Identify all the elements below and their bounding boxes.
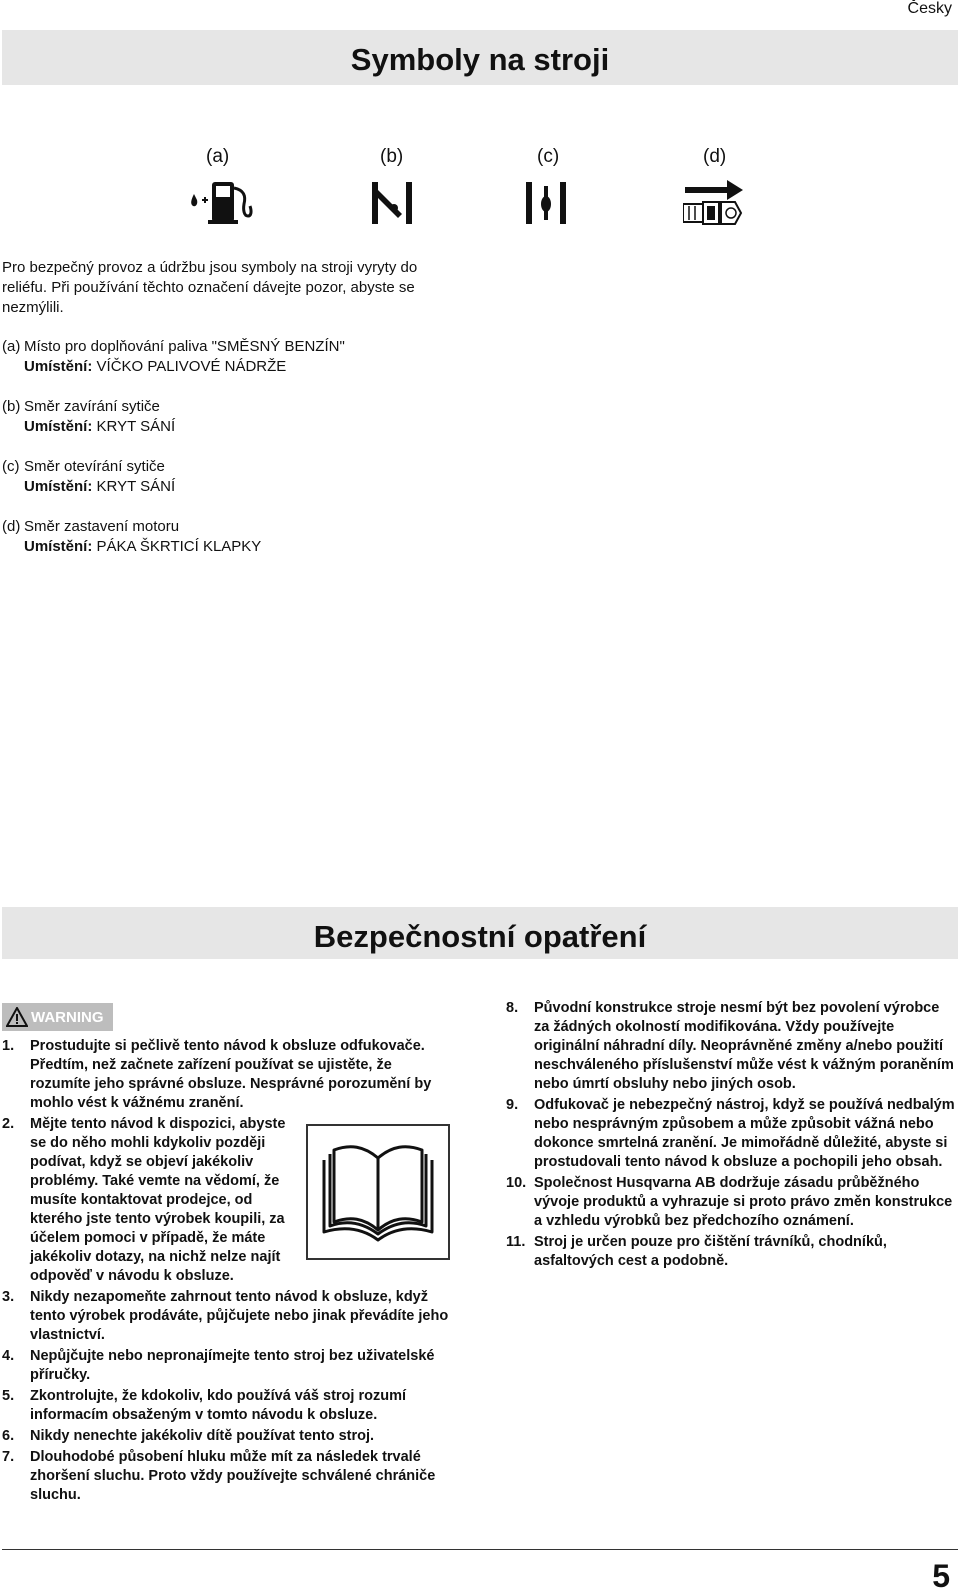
item-text: Odfukovač je nebezpečný nástroj, když se používá nedbalým nebo nesprávným způsobem a může způsobit vážná nebo dokonce smrtelná zranění. Je mimořádně důležité, abyste si prostudovali tento návod k obsluze a pochopili jeho obsah. bbox=[534, 1097, 955, 1170]
item-number: 7. bbox=[2, 1449, 15, 1465]
location-value: PÁKA ŠKRTICÍ KLAPKY bbox=[96, 538, 262, 555]
symbol-label-a: (a) bbox=[206, 146, 230, 167]
language-label: Česky bbox=[907, 0, 952, 17]
item-text: Zkontrolujte, že kdokoliv, kdo používá váš stroj rozumí informacím obsaženým v tomto návodu k obsluze. bbox=[30, 1388, 406, 1423]
item-number: 9. bbox=[506, 1097, 519, 1113]
location-label: Umístění: bbox=[24, 538, 93, 555]
manual-book-icon bbox=[306, 1124, 450, 1260]
item-number: 6. bbox=[2, 1428, 15, 1444]
footer-divider bbox=[2, 1549, 958, 1550]
location-label: Umístění: bbox=[24, 358, 93, 375]
choke-open-icon bbox=[524, 180, 568, 226]
list-item bbox=[2, 1037, 454, 1113]
list-item bbox=[2, 1427, 454, 1446]
definition-tag: (c) bbox=[2, 458, 20, 475]
section-title-symbols: Symboly na stroji bbox=[2, 30, 958, 85]
item-text: Nikdy nenechte jakékoliv dítě používat tento stroj. bbox=[30, 1428, 375, 1444]
definition-tag: (a) bbox=[2, 338, 21, 355]
list-item bbox=[506, 1233, 956, 1271]
location-label: Umístění: bbox=[24, 478, 93, 495]
intro-paragraph: Pro bezpečný provoz a údržbu jsou symboly na stroji vyryty do reliéfu. Při používání těchto označení dávejte pozor, abyste se nezmýlili. bbox=[2, 259, 418, 316]
definition-c bbox=[2, 457, 502, 497]
definition-text: Směr zastavení motoru bbox=[24, 518, 180, 535]
symbol-label-b: (b) bbox=[380, 146, 404, 167]
list-item bbox=[2, 1347, 454, 1385]
item-number: 10. bbox=[506, 1175, 527, 1191]
item-text: Prostudujte si pečlivě tento návod k obsluze odfukovače. Předtím, než začnete zařízení používat se ujistěte, že rozumíte jeho správné obsluze. Nesprávné porozumění by mohlo vést k vážnému zranění. bbox=[30, 1038, 432, 1111]
warning-label: WARNING bbox=[31, 1008, 104, 1026]
definition-tag: (b) bbox=[2, 398, 21, 415]
list-item bbox=[506, 999, 956, 1094]
safety-list-right bbox=[506, 999, 956, 1273]
item-number: 11. bbox=[506, 1234, 526, 1250]
item-number: 5. bbox=[2, 1388, 15, 1404]
item-number: 3. bbox=[2, 1289, 15, 1305]
definition-text: Místo pro doplňování paliva "SMĚSNÝ BENZÍN" bbox=[24, 338, 345, 355]
list-item bbox=[2, 1387, 454, 1425]
location-value: KRYT SÁNÍ bbox=[96, 418, 176, 435]
list-item bbox=[506, 1096, 956, 1172]
open-book-icon bbox=[308, 1126, 448, 1258]
section-title-safety: Bezpečnostní opatření bbox=[2, 907, 958, 959]
item-number: 2. bbox=[2, 1116, 15, 1132]
location-label: Umístění: bbox=[24, 418, 93, 435]
item-text: Nepůjčujte nebo nepronajímejte tento stroj bez uživatelské příručky. bbox=[30, 1348, 435, 1383]
list-item bbox=[2, 1448, 454, 1505]
item-number: 4. bbox=[2, 1348, 15, 1364]
symbol-label-d: (d) bbox=[703, 146, 727, 167]
safety-list-left bbox=[2, 1037, 454, 1507]
item-text: Dlouhodobé působení hluku může mít za následek trvalé zhoršení sluchu. Proto vždy používejte schválené chrániče sluchu. bbox=[30, 1449, 436, 1503]
page-number: 5 bbox=[932, 1558, 950, 1594]
location-value: KRYT SÁNÍ bbox=[96, 478, 176, 495]
item-text: Nikdy nezapomeňte zahrnout tento návod k obsluze, když tento výrobek prodáváte, půjčujete nebo jinak převádíte jeho vlastnictví. bbox=[30, 1289, 449, 1343]
definition-text: Směr zavírání sytiče bbox=[24, 398, 160, 415]
definition-b bbox=[2, 397, 502, 437]
definition-a bbox=[2, 337, 502, 377]
item-text: Původní konstrukce stroje nesmí být bez povolení výrobce za žádných okolností modifikována. Vždy používejte originální náhradní díly. Neoprávněné změny a/nebo použití neschváleného příslušenství může vést k vážným poraněním nebo úmrtí obsluhy nebo jiných osob. bbox=[534, 1000, 954, 1092]
symbol-definitions bbox=[2, 337, 502, 577]
item-text: Společnost Husqvarna AB dodržuje zásadu průběžného vývoje produktů a vyhrazuje si proto právo změn konstrukce a vzhledu výrobků bez předchozího oznámení. bbox=[534, 1175, 953, 1229]
definition-text: Směr otevírání sytiče bbox=[24, 458, 165, 475]
item-text: Mějte tento návod k dispozici, abyste se do něho mohli kdykoliv později podívat, když se objeví jakékoliv problémy. Také vemte na vědomí, že musíte kontaktovat prodejce, od kterého jste tento výrobek koupili, za účelem pomoci v případě, že máte jakékoliv dotazy, na nichž nelze najít odpověď v návodu k obsluze. bbox=[30, 1116, 286, 1284]
definition-tag: (d) bbox=[2, 518, 21, 535]
item-number: 1. bbox=[2, 1038, 15, 1054]
list-item bbox=[506, 1174, 956, 1231]
fuel-mix-icon bbox=[188, 180, 256, 226]
engine-stop-icon bbox=[683, 180, 747, 226]
item-number: 8. bbox=[506, 1000, 519, 1016]
list-item bbox=[2, 1288, 454, 1345]
warning-badge bbox=[2, 1003, 113, 1031]
definition-d bbox=[2, 517, 502, 557]
warning-triangle-icon bbox=[6, 1007, 28, 1027]
location-value: VÍČKO PALIVOVÉ NÁDRŽE bbox=[96, 358, 287, 375]
item-text: Stroj je určen pouze pro čištění trávníků, chodníků, asfaltových cest a podobně. bbox=[534, 1234, 887, 1269]
choke-close-icon bbox=[370, 180, 414, 226]
symbol-label-c: (c) bbox=[537, 146, 560, 167]
